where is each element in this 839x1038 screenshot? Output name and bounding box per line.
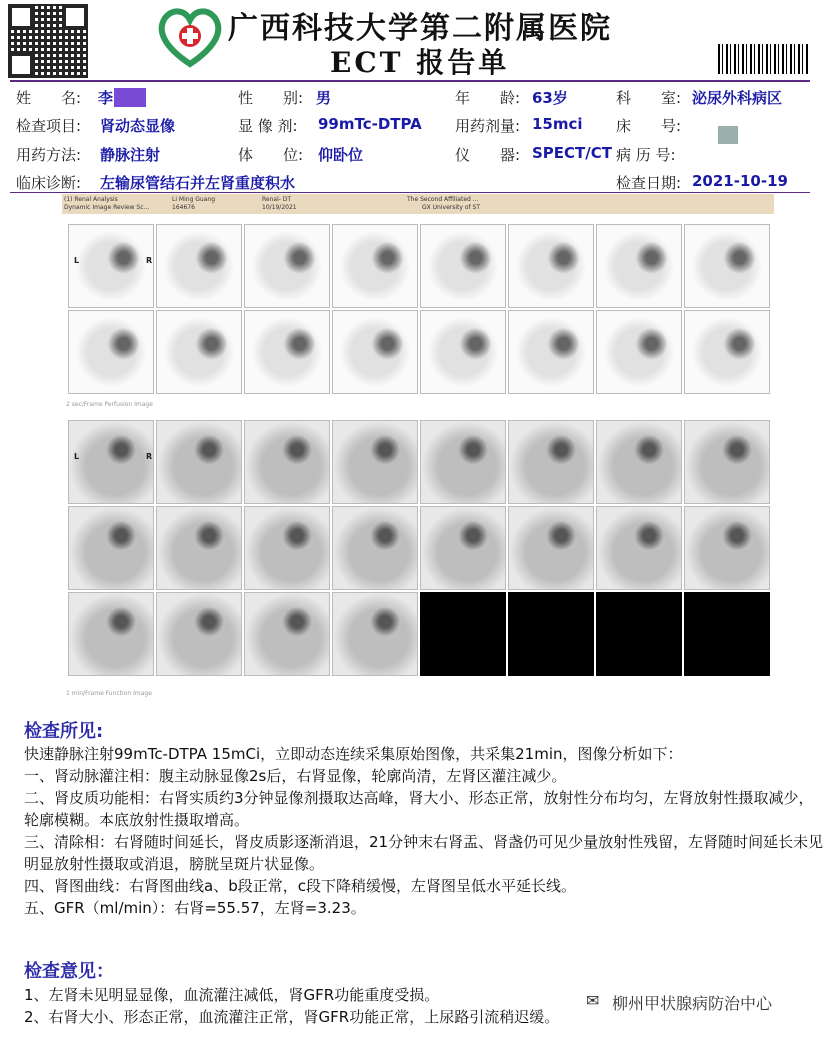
position-value: 仰卧位	[318, 146, 364, 164]
strip-text: (1) Renal Analysis	[64, 196, 118, 203]
findings-line: 二、肾皮质功能相：右肾实质约3分钟显像剂摄取达高峰，肾大小、形态正常，放射性分布均匀，左肾放射性摄取减少，轮廓模糊。本底放射性摄取增高。	[24, 789, 814, 829]
wechat-icon: ✉	[586, 991, 600, 1010]
watermark-box	[586, 990, 826, 1014]
left-marker: L	[74, 452, 80, 461]
strip-text: Renal- DT	[262, 196, 292, 203]
empty-frame	[684, 592, 770, 676]
scan-frame	[244, 224, 330, 308]
opinion-line: 2、右肾大小、形态正常，血流灌注正常，肾GFR功能正常，上尿路引流稍迟缓。	[24, 1008, 560, 1026]
findings-line: 快速静脉注射99mTc-DTPA 15mCi，立即动态连续采集原始图像，共采集21min，图像分析如下：	[24, 745, 683, 763]
image-header-strip	[62, 194, 774, 214]
name-label: 姓 名:	[16, 89, 82, 107]
method-value: 静脉注射	[100, 146, 161, 164]
strip-text: The Second Affiliated ...	[407, 196, 479, 203]
device-value: SPECT/CT	[532, 144, 613, 162]
qr-code	[8, 4, 88, 78]
redaction-block	[114, 88, 146, 107]
scan-frame	[508, 224, 594, 308]
agent-label: 显 像 剂:	[238, 117, 298, 135]
findings-line: 五、GFR（ml/min）：右肾=55.57，左肾=3.23。	[24, 899, 366, 917]
scan-frame	[508, 506, 594, 590]
strip-text: Dynamic Image Review Sc...	[64, 204, 150, 211]
scan-frame	[156, 420, 242, 504]
empty-frame	[596, 592, 682, 676]
right-marker: R	[146, 452, 153, 461]
date-value: 2021-10-19	[692, 172, 788, 190]
perfusion-image-grid	[68, 224, 770, 394]
scan-frame	[420, 310, 506, 394]
scan-frame	[596, 310, 682, 394]
info-divider	[10, 192, 810, 193]
dose-value: 15mci	[532, 115, 583, 133]
scan-frame	[68, 420, 154, 504]
empty-frame	[420, 592, 506, 676]
dept-label: 科 室:	[616, 89, 682, 107]
scan-frame	[244, 592, 330, 676]
opinion-title: 检查意见：	[24, 961, 114, 982]
age-label: 年 龄:	[455, 89, 521, 107]
diagnosis-value: 左输尿管结石并左肾重度积水	[100, 174, 296, 192]
perfusion-caption: 2 sec/Frame Perfusion Image	[66, 401, 153, 408]
findings-line: 三、清除相：右肾随时间延长，肾皮质影逐渐消退，21分钟末右肾盂、肾盏仍可见少量放射性残留，左肾随时间延长未见明显放射性摄取或消退，膀胱呈斑片状显像。	[24, 833, 824, 873]
empty-frame	[508, 592, 594, 676]
method-label: 用药方法:	[16, 146, 82, 164]
report-title: ECT 报告单	[330, 46, 510, 79]
scan-frame	[156, 506, 242, 590]
exam-label: 检查项目:	[16, 117, 82, 135]
redaction-block	[718, 126, 738, 144]
bed-label: 床 号:	[616, 117, 682, 135]
barcode	[718, 44, 810, 74]
scan-frame	[596, 224, 682, 308]
agent-value: 99mTc-DTPA	[318, 115, 422, 133]
function-image-grid	[68, 420, 770, 676]
watermark-text: 柳州甲状腺病防治中心	[612, 994, 773, 1013]
scan-frame	[156, 224, 242, 308]
strip-text: 10/19/2021	[262, 204, 297, 211]
scan-frame	[68, 592, 154, 676]
device-label: 仪 器:	[455, 146, 521, 164]
hospital-logo-icon	[155, 6, 225, 70]
scan-frame	[508, 420, 594, 504]
record-label: 病 历 号:	[616, 146, 676, 164]
scan-frame	[420, 224, 506, 308]
strip-text: Li Ming Guang	[172, 196, 216, 203]
scan-frame	[684, 420, 770, 504]
scan-frame	[596, 506, 682, 590]
left-marker: L	[74, 256, 80, 265]
scan-frame	[684, 506, 770, 590]
scan-frame	[420, 420, 506, 504]
findings-title: 检查所见:	[24, 721, 104, 742]
exam-value: 肾动态显像	[100, 117, 176, 135]
findings-body	[24, 743, 824, 919]
scan-frame	[156, 592, 242, 676]
scan-frame	[332, 506, 418, 590]
header-divider	[10, 80, 810, 82]
scan-frame	[244, 310, 330, 394]
name-value: 李	[98, 89, 114, 107]
hospital-name: 广西科技大学第二附属医院	[228, 11, 612, 46]
gender-label: 性 别:	[238, 89, 304, 107]
date-label: 检查日期:	[616, 174, 682, 192]
scan-frame	[156, 310, 242, 394]
scan-frame	[332, 310, 418, 394]
right-marker: R	[146, 256, 153, 265]
scan-frame	[332, 420, 418, 504]
age-value: 63岁	[532, 89, 568, 107]
scan-frame	[68, 506, 154, 590]
dose-label: 用药剂量:	[455, 117, 521, 135]
findings-line: 一、肾动脉灌注相：腹主动脉显像2s后，右肾显像，轮廓尚清，左肾区灌注减少。	[24, 767, 567, 785]
scan-frame	[244, 506, 330, 590]
dept-value: 泌尿外科病区	[692, 89, 783, 107]
findings-line: 四、肾图曲线：右肾图曲线a、b段正常，c段下降稍缓慢，左肾图呈低水平延长线。	[24, 877, 576, 895]
scan-frame	[684, 224, 770, 308]
opinion-line: 1、左肾未见明显显像，血流灌注减低，肾GFR功能重度受损。	[24, 986, 440, 1004]
scan-frame	[68, 310, 154, 394]
gender-value: 男	[316, 89, 332, 107]
strip-text: GX University of ST	[422, 204, 481, 211]
scan-frame	[332, 592, 418, 676]
position-label: 体 位:	[238, 146, 304, 164]
scan-frame	[332, 224, 418, 308]
scan-frame	[244, 420, 330, 504]
scan-frame	[68, 224, 154, 308]
scan-frame	[508, 310, 594, 394]
scan-frame	[420, 506, 506, 590]
strip-text: 164676	[172, 204, 195, 211]
diagnosis-label: 临床诊断:	[16, 174, 82, 192]
scan-frame	[596, 420, 682, 504]
function-caption: 1 min/Frame Function Image	[66, 690, 152, 697]
scan-frame	[684, 310, 770, 394]
